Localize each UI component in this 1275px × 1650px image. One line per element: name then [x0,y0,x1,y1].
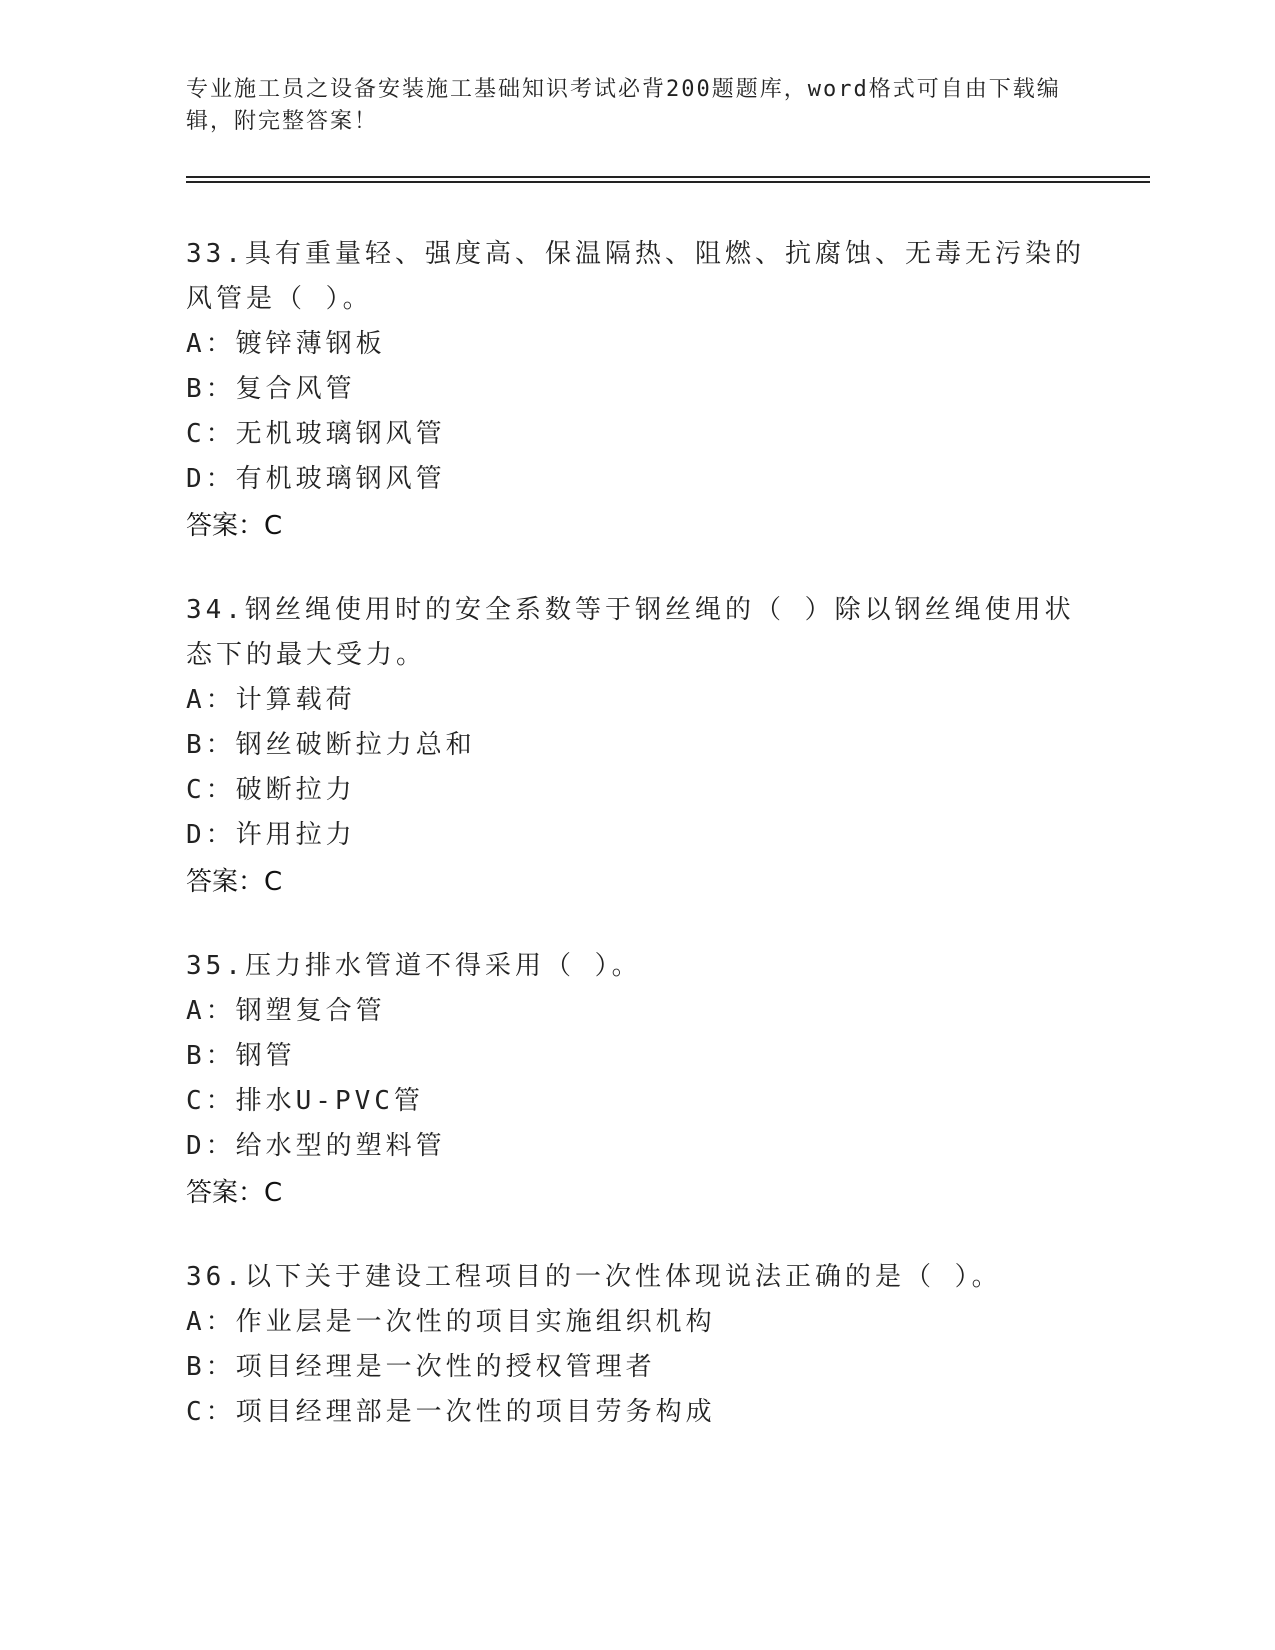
option-c: C：无机玻璃钢风管 [186,419,446,449]
option-b: B：项目经理是一次性的授权管理者 [186,1352,656,1382]
answer: 答案：C [186,1178,283,1208]
question-stem: 33.具有重量轻、强度高、保温隔热、阻燃、抗腐蚀、无毒无污染的风管是（ ）。 [186,239,1085,314]
document-header: 专业施工员之设备安装施工基础知识考试必背200题题库，word格式可自由下载编辑，附完整答案！ [186,77,1061,134]
option-c: C：排水U-PVC管 [186,1086,424,1116]
option-a: A：钢塑复合管 [186,996,386,1026]
question-stem: 34.钢丝绳使用时的安全系数等于钢丝绳的（ ）除以钢丝绳使用状态下的最大受力。 [186,595,1075,670]
option-b: B：钢管 [186,1041,296,1071]
question-35 [186,944,1086,1217]
header-divider-top [186,176,1150,178]
question-36 [186,1255,1086,1435]
answer: 答案：C [186,867,283,897]
header-divider-bottom [186,181,1150,183]
question-33 [186,232,1086,550]
question-stem: 36.以下关于建设工程项目的一次性体现说法正确的是（ ）。 [186,1262,1002,1292]
option-d: D：有机玻璃钢风管 [186,464,446,494]
option-a: A：计算载荷 [186,685,356,715]
option-d: D：给水型的塑料管 [186,1131,446,1161]
question-list [186,232,1086,1473]
option-c: C：破断拉力 [186,775,356,805]
option-b: B：钢丝破断拉力总和 [186,730,476,760]
option-a: A：作业层是一次性的项目实施组织机构 [186,1307,716,1337]
option-d: D：许用拉力 [186,820,356,850]
option-b: B：复合风管 [186,374,356,404]
question-34 [186,588,1086,906]
answer: 答案：C [186,511,283,541]
option-c: C：项目经理部是一次性的项目劳务构成 [186,1397,716,1427]
option-a: A：镀锌薄钢板 [186,329,386,359]
question-stem: 35.压力排水管道不得采用（ ）。 [186,951,642,981]
